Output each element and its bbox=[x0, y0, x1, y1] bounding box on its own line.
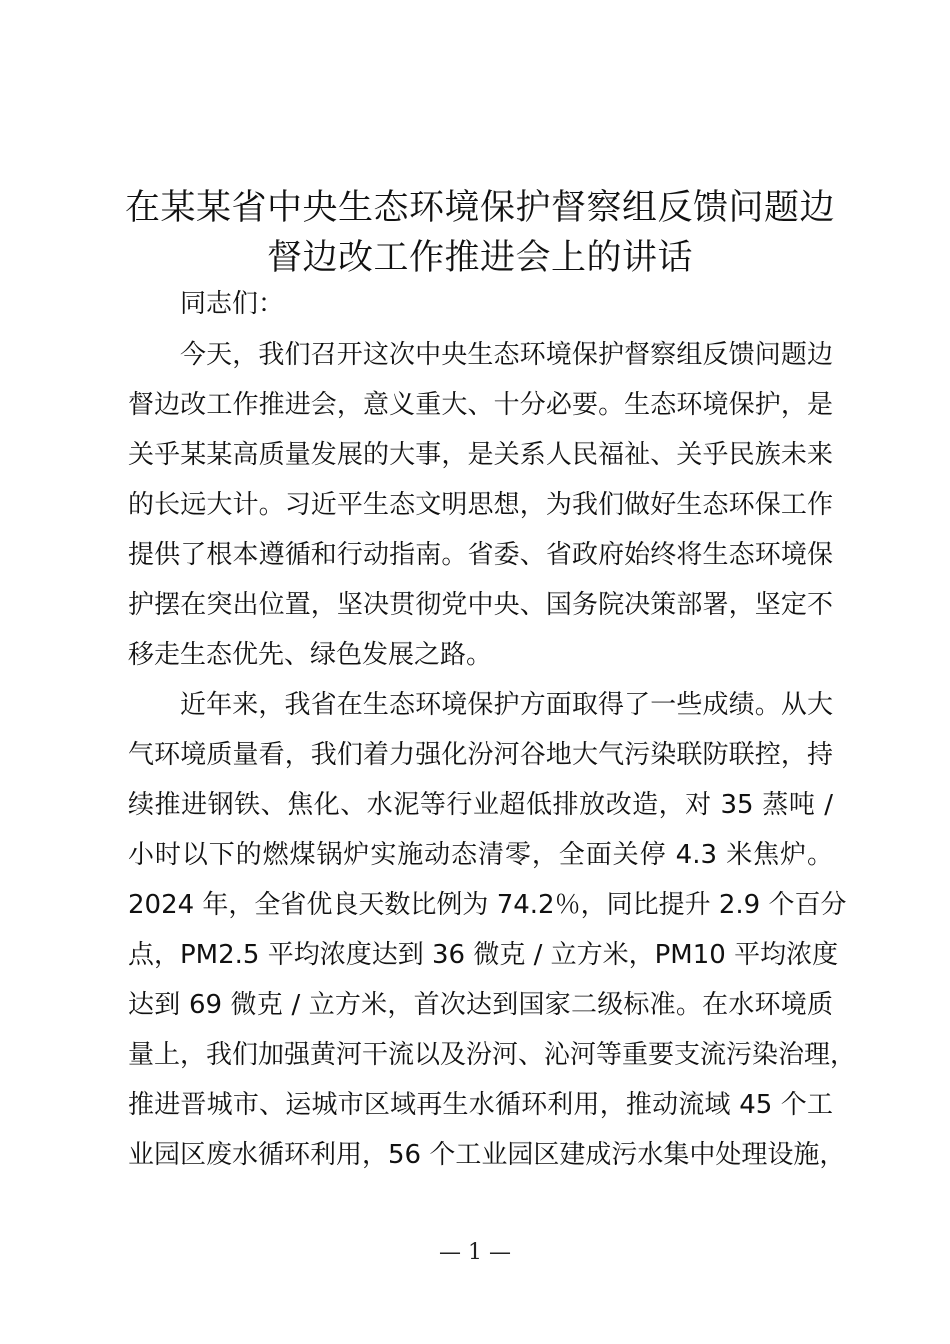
paragraph-2-line: 点，PM2.5 平均浓度达到 36 微克 / 立方米，PM10 平均浓度 bbox=[128, 940, 839, 970]
paragraph-1-line: 移走生态优先、绿色发展之路。 bbox=[128, 640, 493, 670]
paragraph-2-line: 近年来，我省在生态环境保护方面取得了一些成绩。从大 bbox=[180, 690, 833, 720]
paragraph-1-line: 护摆在突出位置，坚决贯彻党中央、国务院决策部署，坚定不 bbox=[128, 590, 833, 620]
paragraph-2-line: 续推进钢铁、焦化、水泥等行业超低排放改造，对 35 蒸吨 / bbox=[128, 790, 833, 820]
paragraph-2-line: 气环境质量看，我们着力强化汾河谷地大气污染联防联控，持 bbox=[128, 740, 833, 770]
paragraph-2-line: 2024 年，全省优良天数比例为 74.2％，同比提升 2.9 个百分 bbox=[128, 890, 847, 920]
paragraph-2-line: 小时以下的燃煤锅炉实施动态清零，全面关停 4.3 米焦炉。 bbox=[128, 840, 833, 870]
paragraph-1-line: 关乎某某高质量发展的大事，是关系人民福祉、关乎民族未来 bbox=[128, 440, 833, 470]
paragraph-1-line: 提供了根本遵循和行动指南。省委、省政府始终将生态环境保 bbox=[128, 540, 833, 570]
page-number: — 1 — bbox=[439, 1240, 511, 1265]
paragraph-2-line: 量上，我们加强黄河干流以及汾河、沁河等重要支流污染治理， bbox=[128, 1040, 857, 1070]
salutation: 同志们： bbox=[180, 289, 285, 319]
paragraph-1-line: 今天，我们召开这次中央生态环境保护督察组反馈问题边 bbox=[180, 340, 833, 370]
paragraph-1-line: 督边改工作推进会，意义重大、十分必要。生态环境保护，是 bbox=[128, 390, 833, 420]
paragraph-1-line: 的长远大计。习近平生态文明思想，为我们做好生态环保工作 bbox=[128, 490, 833, 520]
paragraph-2-line: 达到 69 微克 / 立方米，首次达到国家二级标准。在水环境质 bbox=[128, 990, 833, 1020]
document-title-line-1: 在某某省中央生态环境保护督察组反馈问题边 bbox=[124, 188, 835, 228]
document-title-line-2: 督边改工作推进会上的讲话 bbox=[266, 238, 693, 278]
paragraph-2-line: 业园区废水循环利用，56 个工业园区建成污水集中处理设施， bbox=[128, 1140, 846, 1170]
paragraph-2-line: 推进晋城市、运城市区域再生水循环利用，推动流域 45 个工 bbox=[128, 1090, 833, 1120]
